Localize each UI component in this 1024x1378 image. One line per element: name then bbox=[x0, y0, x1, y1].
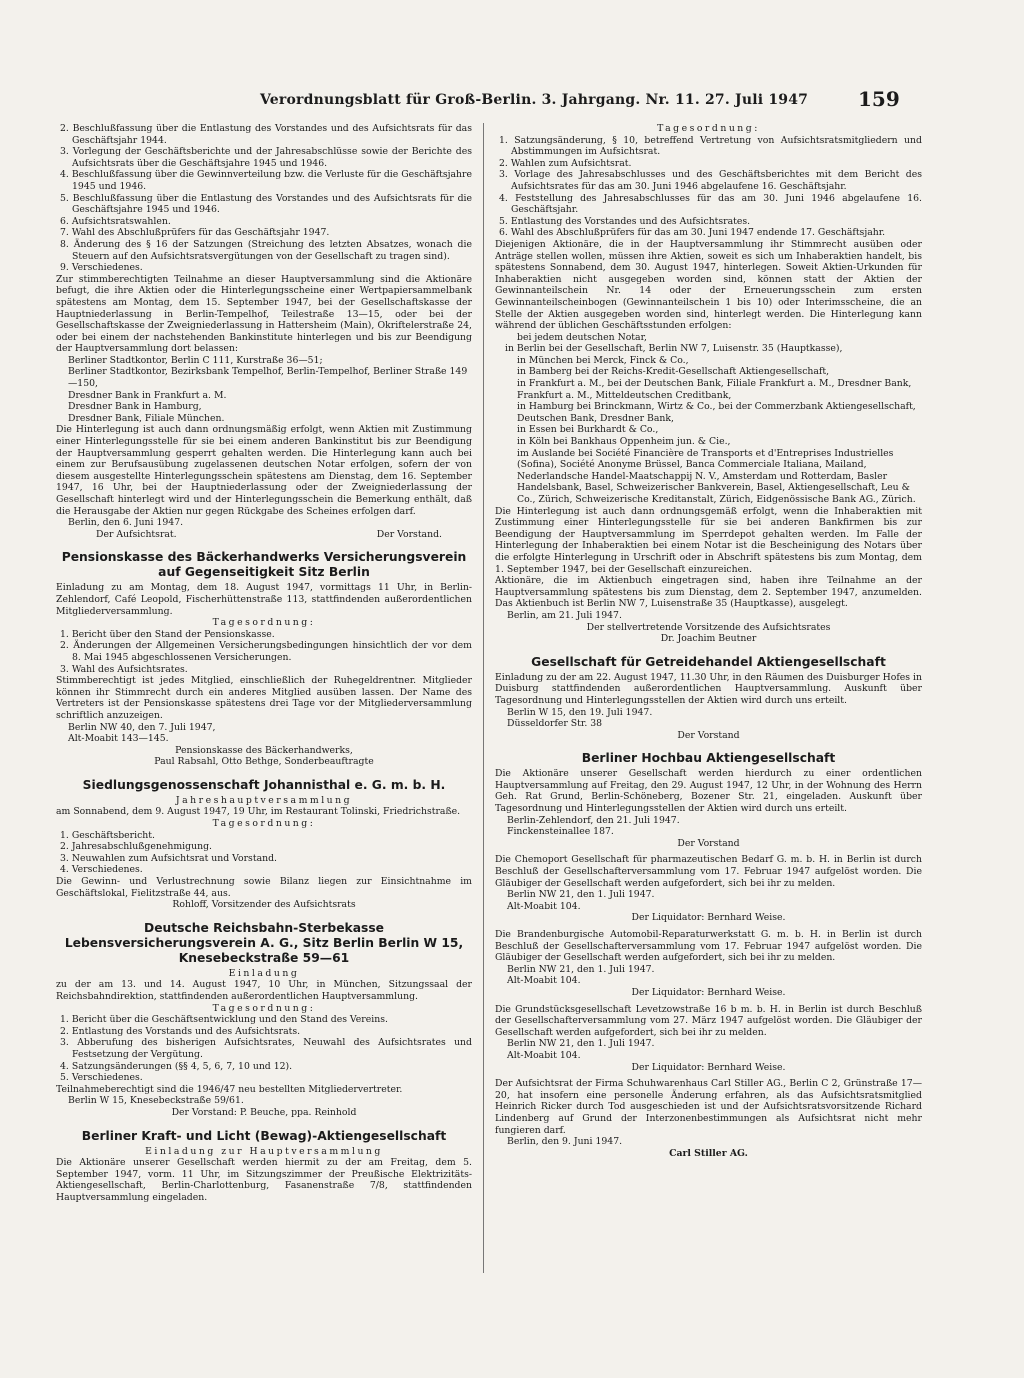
list-item: 5. Beschlußfassung über die Entlastung des Vorstandes und des Aufsichtsrats für die Geschäftsjahre 1945 und 1946. bbox=[60, 192, 472, 216]
pk-address: Alt-Moabit 143—145. bbox=[68, 733, 169, 745]
list-item: 2. Beschlußfassung über die Entlastung des Vorstandes und des Aufsichtsrats für das Geschäftsjahr 1944. bbox=[60, 123, 472, 146]
bh-paragraph: Die Aktionäre unserer Gesellschaft werden hierdurch zu einer ordentlichen Hauptversammlung auf Freitag, den 29. August 1947, 12 Uhr, in der Wohnung des Herrn Geh. Rat Grund, Berlin-Schöneberg, Bozener Str. 21, eingeladen. Auskunft über Tagesordnung und Hinterlegungsstellen der Aktien wird durch uns erteilt. bbox=[495, 768, 922, 815]
list-item: 4. Verschiedenes. bbox=[60, 864, 143, 876]
signature-vorstand: Der Vorstand. bbox=[376, 528, 442, 540]
list-item: 1. Bericht über den Stand der Pensionskasse. bbox=[60, 628, 275, 640]
list-item: 6. Wahl des Abschlußprüfers für das am 30. Juni 1947 endende 17. Geschäftsjahr. bbox=[499, 227, 886, 239]
bw-subheading: Einladung zur Hauptversammlung bbox=[145, 1145, 383, 1157]
dr-date: Berlin W 15, Knesebeckstraße 59/61. bbox=[68, 1095, 244, 1107]
sj-signature: Rohloff, Vorsitzender des Aufsichtsrats bbox=[172, 899, 356, 911]
brandenburgische-date: Berlin NW 21, den 1. Juli 1947. bbox=[507, 963, 655, 975]
sj-intro: am Sonnabend, dem 9. August 1947, 19 Uhr, im Restaurant Tolinski, Friedrichstraße. bbox=[56, 806, 461, 818]
column-divider bbox=[483, 123, 484, 1273]
pk-heading: Pensionskasse des Bäckerhandwerks Versicherungsverein auf Gegenseitigkeit Sitz Berlin bbox=[61, 550, 467, 580]
hv-paragraph: Zur stimmberechtigten Teilnahme an dieser Hauptversammlung sind die Aktionäre befugt, die ihre Aktien oder die Hinterlegungsscheine einer Wertpapiersammelbank spätestens am Montag, dem 15. September 1947, bei der Gesellschaftskasse der Hauptniederlassung in Berlin-Tempelhof, Teilestraße 13—15, oder bei der Gesellschaftskasse der Zweigniederlassung in Hattersheim (Main), Okriftelerstraße 24, oder bei einem der nachstehenden Bankinstitute hinterlegen und bis zur Beendigung der Hauptversammlung dort belassen: bbox=[56, 273, 472, 355]
stiller-paragraph: Der Aufsichtsrat der Firma Schuhwarenhaus Carl Stiller AG., Berlin C 2, Grünstraße 17—20, hat insofern eine personelle Änderung erfahren, als das Aufsichtsratsmitglied Heinrich Ricker durch Tod ausgeschieden ist und der Aufsichtsratsvorsitzende Richard Lindenberg auf Grund der Interzonenbestimmungen als Aufsichtsrat nicht mehr fungieren darf. bbox=[495, 1078, 922, 1136]
list-item: 9. Verschiedenes. bbox=[60, 262, 143, 274]
dr-intro: zu der am 13. und 14. August 1947, 10 Uhr, in München, Sitzungssaal der Reichsbahndirektion, stattfindenden außerordentlichen Hauptversammlung. bbox=[56, 979, 472, 1002]
chemoport-date: Berlin NW 21, den 1. Juli 1947. bbox=[507, 889, 655, 901]
signature-aufsichtsrat: Der Aufsichtsrat. bbox=[96, 528, 177, 540]
list-item: Berliner Stadtkontor, Bezirksbank Tempelhof, Berlin-Tempelhof, Berliner Straße 149—150, bbox=[68, 366, 468, 390]
list-item: in Essen bei Burkhardt & Co., bbox=[517, 424, 659, 436]
list-item: 4. Feststellung des Jahresabschlusses für das am 30. Juni 1946 abgelaufene 16. Geschäftsjahr. bbox=[499, 192, 922, 216]
levetzow-paragraph: Die Grundstücksgesellschaft Levetzowstraße 16 b m. b. H. in Berlin ist durch Beschluß der Gesellschafterversammlung vom 27. März 1947 aufgelöst worden. Die Gläubiger der Gesellschaft werden aufgefordert, sich bei ihr zu melden. bbox=[495, 1003, 922, 1038]
list-item: 3. Wahl des Aufsichtsrates. bbox=[60, 663, 188, 675]
gg-address: Düsseldorfer Str. 38 bbox=[507, 718, 603, 730]
gg-date: Berlin W 15, den 19. Juli 1947. bbox=[507, 706, 653, 718]
dr-agenda-label: Tagesordnung: bbox=[212, 1002, 316, 1014]
pk-signature: Paul Rabsahl, Otto Bethge, Sonderbeauftragte bbox=[154, 756, 374, 768]
list-item: 3. Neuwahlen zum Aufsichtsrat und Vorstand. bbox=[60, 852, 278, 864]
list-item: in Hamburg bei Brinckmann, Wirtz & Co., bei der Commerzbank Aktiengesellschaft, Deutschen Bank, Dresdner Bank, bbox=[517, 401, 916, 424]
pk-intro: Einladung zu am Montag, dem 18. August 1947, vormittags 11 Uhr, in Berlin-Zehlendorf, Café Leopold, Fischerhüttenstraße 113, stattfindenden außerordentlichen Mitgliederversammlung. bbox=[56, 582, 472, 617]
list-item: in München bei Merck, Finck & Co., bbox=[517, 354, 689, 366]
dr-subheading: Einladung bbox=[228, 967, 300, 979]
list-item: 6. Aufsichtsratswahlen. bbox=[60, 215, 171, 227]
dr-signature: Der Vorstand: P. Beuche, ppa. Reinhold bbox=[171, 1106, 357, 1118]
brandenburgische-address: Alt-Moabit 104. bbox=[507, 975, 581, 987]
chemoport-address: Alt-Moabit 104. bbox=[507, 900, 581, 912]
gg-signature: Der Vorstand bbox=[677, 729, 740, 741]
list-item: 7. Wahl des Abschlußprüfers für das Geschäftsjahr 1947. bbox=[60, 227, 330, 239]
notice-signature-title: Der stellvertretende Vorsitzende des Aufsichtsrates bbox=[586, 621, 831, 633]
list-item: Dresdner Bank, Filiale München. bbox=[68, 412, 225, 424]
dr-paragraph: Teilnahmeberechtigt sind die 1946/47 neu bestellten Mitgliedervertreter. bbox=[56, 1083, 403, 1095]
list-item: Dresdner Bank in Hamburg, bbox=[68, 401, 202, 413]
levetzow-signature: Der Liquidator: Bernhard Weise. bbox=[631, 1061, 786, 1073]
sj-heading: Siedlungsgenossenschaft Johannisthal e. G. m. b. H. bbox=[82, 777, 446, 792]
levetzow-date: Berlin NW 21, den 1. Juli 1947. bbox=[507, 1038, 655, 1050]
list-item: in Berlin bei der Gesellschaft, Berlin NW 7, Luisenstr. 35 (Hauptkasse), bbox=[505, 343, 843, 355]
hv-date: Berlin, den 6. Juni 1947. bbox=[68, 517, 184, 529]
bh-date: Berlin-Zehlendorf, den 21. Juli 1947. bbox=[507, 814, 680, 826]
list-item: 4. Satzungsänderungen (§§ 4, 5, 6, 7, 10 und 12). bbox=[60, 1060, 293, 1072]
gg-heading: Gesellschaft für Getreidehandel Aktiengesellschaft bbox=[531, 654, 886, 669]
list-item: Berliner Stadtkontor, Berlin C 111, Kurstraße 36—51; bbox=[68, 354, 323, 366]
sj-agenda-label: Tagesordnung: bbox=[212, 818, 316, 830]
list-item: 3. Abberufung des bisherigen Aufsichtsrates, Neuwahl des Aufsichtsrates und Festsetzung der Vergütung. bbox=[60, 1037, 472, 1060]
list-item: 3. Vorlegung der Geschäftsberichte und der Jahresabschlüsse sowie der Berichte des Aufsichtsrats über die Geschäftsjahre 1945 und 1946. bbox=[60, 146, 472, 169]
bh-signature: Der Vorstand bbox=[677, 837, 740, 849]
list-item: in Frankfurt a. M., bei der Deutschen Bank, Filiale Frankfurt a. M., Dresdner Bank, Frankfurt a. M., Mitteldeutschen Creditbank, bbox=[517, 378, 912, 401]
list-item: 3. Vorlage des Jahresabschlusses und des Geschäftsberichtes mit dem Bericht des Aufsichtsrates für das am 30. Juni 1946 abgelaufene 16. Geschäftsjahr. bbox=[499, 169, 922, 192]
stiller-date: Berlin, den 9. Juni 1947. bbox=[507, 1136, 623, 1148]
deposit-paragraph-3: Aktionäre, die im Aktienbuch eingetragen sind, haben ihre Teilnahme an der Hauptversammlung spätestens bis zum Dienstag, dem 2. September 1947, anzumelden. Das Aktienbuch ist Berlin NW 7, Luisenstraße 35 (Hauptkasse), ausgelegt. bbox=[495, 575, 922, 610]
levetzow-address: Alt-Moabit 104. bbox=[507, 1049, 581, 1061]
pk-paragraph: Stimmberechtigt ist jedes Mitglied, einschließlich der Ruhegeldrentner. Mitglieder können ihr Stimmrecht durch ein anderes Mitglied ausüben lassen. Der Name des Vertreters ist der Pensionskasse spätestens drei Tage vor der Mitgliederversammlung schriftlich anzuzeigen. bbox=[56, 675, 472, 721]
pk-organisation: Pensionskasse des Bäckerhandwerks, bbox=[175, 744, 353, 756]
list-item: Dresdner Bank in Frankfurt a. M. bbox=[68, 389, 227, 401]
header-title: Verordnungsblatt für Groß-Berlin. 3. Jahrgang. Nr. 11. 27. Juli 1947 bbox=[260, 92, 809, 108]
hv-paragraph-2: Die Hinterlegung ist auch dann ordnungsmäßig erfolgt, wenn Aktien mit Zustimmung einer Hinterlegungsstelle für sie bei einem anderen Bankinstitut bis zur Beendigung der Hauptversammlung gesperrt gehalten werden. Die Hinterlegung kann auch bei einem zur Berufsausübung zugelassenen deutschen Notar erfolgen, sofern der von diesem ausgestellte Hinterlegungsschein spätestens am Dienstag, dem 16. September 1947, 16 Uhr, bei der Hauptniederlassung oder der Zweigniederlassung der Gesellschaft hinterlegt wird und der Hinterlegungsschein die Bemerkung enthält, daß die Herausgabe der Aktien nur gegen Rückgabe des Scheines erfolgen darf. bbox=[56, 424, 472, 517]
pk-date: Berlin NW 40, den 7. Juli 1947, bbox=[68, 721, 216, 733]
pk-agenda-label: Tagesordnung: bbox=[212, 617, 316, 629]
agenda-label: Tagesordnung: bbox=[657, 123, 760, 134]
list-item: 1. Satzungsänderung, § 10, betreffend Vertretung von Aufsichtsratsmitgliedern und Abstimmungen im Aufsichtsrat. bbox=[499, 134, 922, 158]
dr-heading: Deutsche Reichsbahn-Sterbekasse Lebensversicherungsverein A. G., Sitz Berlin Berlin W 15, Knesebeckstraße 59—61 bbox=[64, 920, 464, 965]
list-item: 2. Änderungen der Allgemeinen Versicherungsbedingungen hinsichtlich der vor dem 8. Mai 1945 abgeschlossenen Versicherungen. bbox=[60, 640, 472, 663]
deposit-paragraph: Diejenigen Aktionäre, die in der Hauptversammlung ihr Stimmrecht ausüben oder Anträge stellen wollen, müssen ihre Aktien, soweit es sich um Inhaberaktien handelt, bis spätestens Sonnabend, dem 30. August 1947, hinterlegen. Soweit Aktien-Urkunden für Inhaberaktien nicht ausgegeben worden sind, können statt der Aktien der Gewinnanteilschein Nr. 14 oder der Erneuerungsschein zum ersten Gewinnanteilscheinbogen (Gewinnanteilschein 1 bis 10) oder Interimsscheine, die an Stelle der Aktien ausgegeben worden sind, hinterlegt werden. Die Hinterlegung kann während der üblichen Geschäftsstunden erfolgen: bbox=[495, 238, 922, 332]
chemoport-paragraph: Die Chemoport Gesellschaft für pharmazeutischen Bedarf G. m. b. H. in Berlin ist durch Beschluß der Gesellschafterversammlung vom 17. Februar 1947 aufgelöst worden. Die Gläubiger der Gesellschaft werden aufgefordert, sich bei ihr zu melden. bbox=[495, 854, 922, 889]
sj-subheading: Jahreshauptversammlung bbox=[175, 794, 353, 806]
list-item: 5. Entlastung des Vorstandes und des Aufsichtsrates. bbox=[499, 215, 751, 227]
bw-heading: Berliner Kraft- und Licht (Bewag)-Aktiengesellschaft bbox=[81, 1128, 447, 1143]
notice-signature-name: Dr. Joachim Beutner bbox=[660, 633, 757, 645]
hv-agenda-list bbox=[56, 123, 472, 274]
bh-heading: Berliner Hochbau Aktiengesellschaft bbox=[581, 751, 836, 766]
brandenburgische-signature: Der Liquidator: Bernhard Weise. bbox=[631, 986, 786, 998]
stiller-signature: Carl Stiller AG. bbox=[669, 1147, 748, 1159]
gg-paragraph: Einladung zu der am 22. August 1947, 11.30 Uhr, in den Räumen des Duisburger Hofes in Duisburg stattfindenden außerordentlichen Hauptversammlung. Auskunft über Tagesordnung und Hinterlegungsstellen der Aktien wird durch uns erteilt. bbox=[495, 671, 922, 706]
left-column bbox=[56, 123, 472, 1368]
list-item: 2. Entlastung des Vorstands und des Aufsichtsrats. bbox=[60, 1025, 301, 1037]
page-number: 159 bbox=[858, 87, 900, 111]
list-item: bei jedem deutschen Notar, bbox=[517, 331, 647, 343]
hv-signatures bbox=[56, 529, 472, 541]
list-item: 5. Verschiedenes. bbox=[60, 1072, 143, 1084]
list-item: 1. Bericht über die Geschäftsentwicklung und den Stand des Vereins. bbox=[60, 1014, 388, 1026]
notice-date: Berlin, am 21. Juli 1947. bbox=[507, 609, 622, 621]
list-item: in Köln bei Bankhaus Oppenheim jun. & Cie., bbox=[517, 436, 731, 448]
brandenburgische-paragraph: Die Brandenburgische Automobil-Reparaturwerkstatt G. m. b. H. in Berlin ist durch Beschluß der Gesellschafterversammlung vom 17. Februar 1947 aufgelöst worden. Die Gläubiger der Gesellschaft werden aufgefordert, sich bei ihr zu melden. bbox=[495, 929, 922, 964]
list-item: 2. Wahlen zum Aufsichtsrat. bbox=[499, 157, 632, 169]
list-item: 2. Jahresabschlußgenehmigung. bbox=[60, 841, 212, 853]
list-item: 1. Geschäftsbericht. bbox=[60, 829, 155, 841]
list-item: im Auslande bei Société Financière de Transports et d'Entreprises Industrielles (Sofina), Société Anonyme Brüssel, Banca Commerciale Italiana, Mailand, Nederlandsche Handel-Maatschappij N. V., Amsterdam und Rotterdam, Basler Handelsbank, Basel, Schweizerischer Bankverein, Basel, Aktiengesellschaft, Leu & Co., Zürich, Schweizerische Kreditanstalt, Zürich, Eidgenössische Bank AG., Zürich. bbox=[517, 447, 916, 505]
list-item: 8. Änderung des § 16 der Satzungen (Streichung des letzten Absatzes, wonach die Steuern auf den Aufsichtsratsvergütungen von der Gesellschaft zu tragen sind). bbox=[60, 238, 472, 262]
deposit-list bbox=[495, 332, 922, 506]
chemoport-signature: Der Liquidator: Bernhard Weise. bbox=[631, 912, 786, 924]
sj-paragraph: Die Gewinn- und Verlustrechnung sowie Bilanz liegen zur Einsichtnahme im Geschäftslokal, Fielitzstraße 44, aus. bbox=[56, 876, 472, 899]
right-column bbox=[495, 123, 922, 1368]
deposit-paragraph-2: Die Hinterlegung ist auch dann ordnungsgemäß erfolgt, wenn die Inhaberaktien mit Zustimmung einer Hinterlegungsstelle für sie bei anderen Bankfirmen bis zur Beendigung der Hauptversammlung im Sperrdepot gehalten werden. Im Falle der Hinterlegung der Inhaberaktien bei einem Notar ist die Bescheinigung des Notars über die erfolgte Hinterlegung in Urschrift oder in Abschrift spätestens bis zum Montag, dem 1. September 1947, bei der Gesellschaft einzureichen. bbox=[495, 505, 922, 575]
bh-address: Finckensteinallee 187. bbox=[507, 826, 614, 838]
list-item: in Bamberg bei der Reichs-Kredit-Gesellschaft Aktiengesellschaft, bbox=[517, 366, 830, 378]
list-item: 4. Beschlußfassung über die Gewinnverteilung bzw. die Verluste für die Geschäftsjahre 1945 und 1946. bbox=[60, 169, 472, 192]
page-header bbox=[0, 87, 1024, 116]
bw-paragraph: Die Aktionäre unserer Gesellschaft werden hiermit zu der am Freitag, dem 5. September 1947, vorm. 11 Uhr, im Sitzungszimmer der Preußische Elektrizitäts-Aktiengesellschaft, Berlin-Charlottenburg, Fasanenstraße 7/8, stattfindenden Hauptversammlung eingeladen. bbox=[56, 1157, 472, 1203]
bank-list bbox=[56, 355, 472, 425]
